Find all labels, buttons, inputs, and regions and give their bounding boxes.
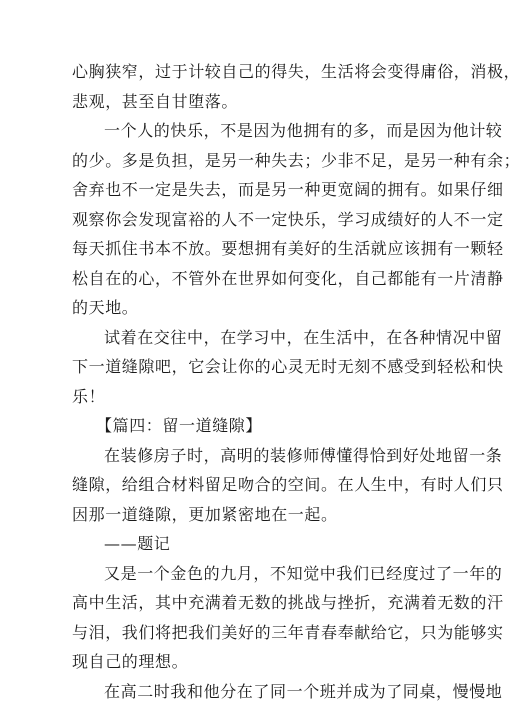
text-line: 乐！ bbox=[72, 386, 106, 406]
text-line: 因那一道缝隙，更加紧密地在一起。 bbox=[72, 504, 338, 524]
text-line: 缝隙，给组合材料留足吻合的空间。在人生中，有时人们只 bbox=[72, 475, 504, 494]
text-line: 下一道缝隙吧，它会让你的心灵无时无刻不感受到轻松和快 bbox=[72, 357, 504, 376]
text-line: 与泪，我们将把我们美好的三年青春奉献给它，只为能够实 bbox=[72, 622, 504, 642]
text-line: 观察你会发现富裕的人不一定快乐，学习成绩好的人不一定 bbox=[72, 209, 504, 229]
paragraph-first-line: 试着在交往中，在学习中，在生活中，在各种情况中留 bbox=[104, 327, 503, 347]
text-line: 松自在的心，不管外在世界如何变化，自己都能有一片清静 bbox=[72, 268, 504, 288]
paragraph-first-line: 又是一个金色的九月，不知觉中我们已经度过了一年的 bbox=[104, 563, 503, 583]
text-line: 的天地。 bbox=[72, 298, 139, 317]
text-line: 悲观，甚至自甘堕落。 bbox=[72, 91, 239, 111]
paragraph-first-line: 在高二时我和他分在了同一个班并成为了同桌，慢慢地 bbox=[104, 681, 503, 701]
text-line: 心胸狭窄，过于计较自己的得失，生活将会变得庸俗，消极， bbox=[72, 62, 520, 81]
text-line: 高中生活，其中充满着无数的挑战与挫折，充满着无数的汗 bbox=[72, 593, 504, 612]
paragraph-first-line: 在装修房子时，高明的装修师傅懂得恰到好处地留一条 bbox=[104, 445, 503, 465]
text-line: 舍弃也不一定是失去，而是另一种更宽阔的拥有。如果仔细 bbox=[72, 180, 504, 199]
epigraph-attribution: ——题记 bbox=[104, 534, 171, 553]
text-line: 每天抓住书本不放。要想拥有美好的生活就应该拥有一颗轻 bbox=[72, 239, 504, 258]
text-line: 的少。多是负担，是另一种失去；少非不足，是另一种有余； bbox=[72, 150, 520, 170]
paragraph-first-line: 一个人的快乐，不是因为他拥有的多，而是因为他计较 bbox=[104, 121, 503, 140]
text-line: 现自己的理想。 bbox=[72, 652, 189, 671]
section-heading: 【篇四：留一道缝隙】 bbox=[96, 416, 263, 435]
